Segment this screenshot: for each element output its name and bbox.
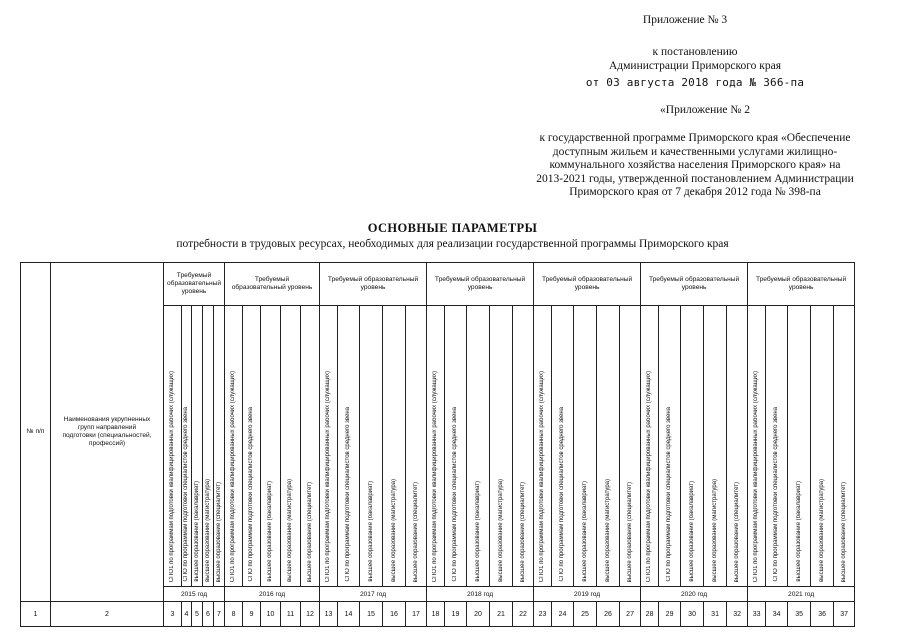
education-level-label: СПО1 по программам подготовки квалифицированных рабочих (служащих): [325, 370, 332, 582]
column-number-cell: 34: [766, 602, 788, 627]
education-level-label: высшее образование (магистратура): [818, 479, 825, 582]
document-title: [0, 221, 905, 250]
administration-label: Администрации Приморского края: [609, 60, 781, 72]
column-number-cell: 22: [513, 602, 534, 627]
education-level-header: [811, 306, 834, 587]
education-level-label: СПО1 по программам подготовки квалифицированных рабочих (служащих): [230, 370, 237, 582]
education-level-label: СПО по программам подготовки специалистов среднего звена: [345, 407, 352, 582]
education-level-header: [534, 306, 552, 587]
resolution-to-label: к постановлению: [652, 46, 738, 58]
education-level-header: [225, 306, 243, 587]
education-level-header: [182, 306, 192, 587]
education-level-label: высшее образование (бакалавриат): [267, 481, 274, 582]
column-number-cell: 10: [261, 602, 281, 627]
education-level-header: [727, 306, 748, 587]
year-header: 2021 год: [748, 587, 855, 602]
column-number-cell: 19: [445, 602, 467, 627]
title-main: ОСНОВНЫЕ ПАРАМЕТРЫ: [367, 221, 538, 235]
year-header: 2020 год: [641, 587, 748, 602]
education-level-header: [748, 306, 766, 587]
column-number-cell: 3: [164, 602, 182, 627]
education-level-header: [281, 306, 301, 587]
education-level-header: [445, 306, 467, 587]
education-level-header: [320, 306, 338, 587]
education-level-label: высшее образование (специалитет): [733, 481, 740, 582]
program-reference-line: 2013-2021 годы, утвержденной постановлением Администрации: [536, 172, 854, 185]
column-number-cell: 21: [490, 602, 513, 627]
education-level-label: высшее образование (бакалавриат): [367, 481, 374, 582]
education-level-label: высшее образование (специалитет): [306, 481, 313, 582]
education-level-header: [406, 306, 427, 587]
education-level-header: [620, 306, 641, 587]
program-reference-line: коммунального хозяйства населения Приморского края» на: [549, 159, 841, 171]
education-level-label: высшее образование (магистратура): [711, 479, 718, 582]
education-level-label: СПО1 по программам подготовки квалифицированных рабочих (служащих): [539, 370, 546, 582]
education-level-header: [467, 306, 490, 587]
education-level-header: [214, 306, 225, 587]
education-level-label: высшее образование (специалитет): [519, 481, 526, 582]
education-level-label: высшее образование (магистратура): [497, 479, 504, 582]
education-level-label: высшее образование (специалитет): [626, 481, 633, 582]
date-number-stamp: от 03 августа 2018 года № 366-па: [585, 76, 805, 89]
column-number-cell: 23: [534, 602, 552, 627]
appendix-3-label: Приложение № 3: [642, 14, 728, 26]
education-level-header: [788, 306, 811, 587]
education-level-label: высшее образование (бакалавриат): [795, 481, 802, 582]
education-level-header: [261, 306, 281, 587]
column-number-cell: 20: [467, 602, 490, 627]
column-number-cell: 17: [406, 602, 427, 627]
education-level-label: высшее образование (бакалавриат): [474, 481, 481, 582]
education-level-group-header: Требуемый образовательный уровень: [427, 263, 534, 306]
education-level-header: [766, 306, 788, 587]
education-level-label: СПО1 по программам подготовки квалифицированных рабочих (служащих): [646, 370, 653, 582]
column-number-cell: 8: [225, 602, 243, 627]
education-level-header: [360, 306, 383, 587]
education-level-group-header: Требуемый образовательный уровень: [748, 263, 855, 306]
education-level-label: СПО1 по программам подготовки квалифицированных рабочих (служащих): [753, 370, 760, 582]
education-level-label: высшее образование (специалитет): [215, 481, 222, 582]
year-header: 2015 год: [164, 587, 225, 602]
education-level-label: высшее образование (магистратура): [287, 479, 294, 582]
column-number-cell: 31: [704, 602, 727, 627]
column-number-cell: 6: [203, 602, 214, 627]
title-subtitle: потребности в трудовых ресурсах, необходимых для реализации государственной программы Приморского края: [176, 238, 729, 250]
column-number-cell: 14: [338, 602, 360, 627]
column-number-cell: 37: [834, 602, 855, 627]
education-level-group-header: Требуемый образовательный уровень: [534, 263, 641, 306]
column-number-cell: 35: [788, 602, 811, 627]
education-level-header: [164, 306, 182, 587]
column-number-cell: 24: [552, 602, 574, 627]
education-level-header: [704, 306, 727, 587]
year-header: 2018 год: [427, 587, 534, 602]
education-level-group-header: Требуемый образовательный уровень: [225, 263, 320, 306]
col-name-header: Наименования укрупненных групп направлений подготовки (специальностей, профессий): [51, 263, 164, 602]
education-level-header: [203, 306, 214, 587]
column-number-cell: 1: [21, 602, 51, 627]
column-number-cell: 28: [641, 602, 659, 627]
education-level-label: высшее образование (магистратура): [604, 479, 611, 582]
education-level-label: высшее образование (специалитет): [412, 481, 419, 582]
column-number-cell: 7: [214, 602, 225, 627]
education-level-header: [427, 306, 445, 587]
col-number-header: № п/п: [21, 263, 51, 602]
education-level-header: [574, 306, 597, 587]
education-level-label: СПО по программам подготовки специалистов среднего звена: [183, 407, 189, 582]
education-level-label: высшее образование (магистратура): [390, 479, 397, 582]
column-number-cell: 18: [427, 602, 445, 627]
column-number-cell: 16: [383, 602, 406, 627]
program-reference-line: к государственной программе Приморского края «Обеспечение: [539, 132, 851, 144]
year-header: 2016 год: [225, 587, 320, 602]
column-number-cell: 32: [727, 602, 748, 627]
education-level-label: СПО по программам подготовки специалистов среднего звена: [773, 407, 780, 582]
education-level-header: [659, 306, 681, 587]
column-number-cell: 2: [51, 602, 164, 627]
column-number-cell: 15: [360, 602, 383, 627]
education-level-label: СПО по программам подготовки специалистов среднего звена: [666, 407, 673, 582]
education-level-label: высшее образование (бакалавриат): [193, 481, 200, 582]
education-level-header: [597, 306, 620, 587]
column-number-cell: 9: [243, 602, 261, 627]
education-level-label: высшее образование (бакалавриат): [581, 481, 588, 582]
education-level-header: [338, 306, 360, 587]
education-level-header: [243, 306, 261, 587]
education-level-label: высшее образование (специалитет): [840, 481, 847, 582]
education-level-label: СПО1 по программам подготовки квалифицированных рабочих (служащих): [169, 370, 175, 582]
column-number-cell: 30: [681, 602, 704, 627]
year-header: 2017 год: [320, 587, 427, 602]
column-number-cell: 5: [192, 602, 203, 627]
column-number-cell: 25: [574, 602, 597, 627]
parameters-table: [20, 262, 855, 627]
column-number-cell: 12: [301, 602, 320, 627]
education-level-header: [301, 306, 320, 587]
education-level-header: [192, 306, 203, 587]
column-number-cell: 11: [281, 602, 301, 627]
education-level-group-header: Требуемый образовательный уровень: [320, 263, 427, 306]
column-number-cell: 4: [182, 602, 192, 627]
education-level-label: СПО по программам подготовки специалистов среднего звена: [248, 407, 255, 582]
appendix-2-label: «Приложение № 2: [660, 104, 750, 116]
education-level-header: [681, 306, 704, 587]
education-level-header: [513, 306, 534, 587]
column-number-cell: 33: [748, 602, 766, 627]
education-level-label: высшее образование (бакалавриат): [688, 481, 695, 582]
program-reference-line: доступным жильем и качественными услугами жилищно-: [552, 145, 838, 158]
education-level-label: высшее образование (магистратура): [204, 479, 211, 582]
program-reference: [500, 132, 890, 200]
column-number-cell: 27: [620, 602, 641, 627]
education-level-label: СПО по программам подготовки специалистов среднего звена: [452, 407, 459, 582]
column-number-cell: 36: [811, 602, 834, 627]
education-level-label: СПО1 по программам подготовки квалифицированных рабочих (служащих): [432, 370, 439, 582]
column-number-cell: 13: [320, 602, 338, 627]
education-level-group-header: Требуемый образовательный уровень: [641, 263, 748, 306]
education-level-group-header: Требуемый образовательный уровень: [164, 263, 225, 306]
education-level-header: [641, 306, 659, 587]
column-number-cell: 26: [597, 602, 620, 627]
education-level-header: [383, 306, 406, 587]
column-number-cell: 29: [659, 602, 681, 627]
program-reference-line: Приморского края от 7 декабря 2012 года № 398-па: [569, 186, 821, 198]
education-level-header: [490, 306, 513, 587]
education-level-header: [552, 306, 574, 587]
education-level-label: СПО по программам подготовки специалистов среднего звена: [559, 407, 566, 582]
education-level-header: [834, 306, 855, 587]
year-header: 2019 год: [534, 587, 641, 602]
